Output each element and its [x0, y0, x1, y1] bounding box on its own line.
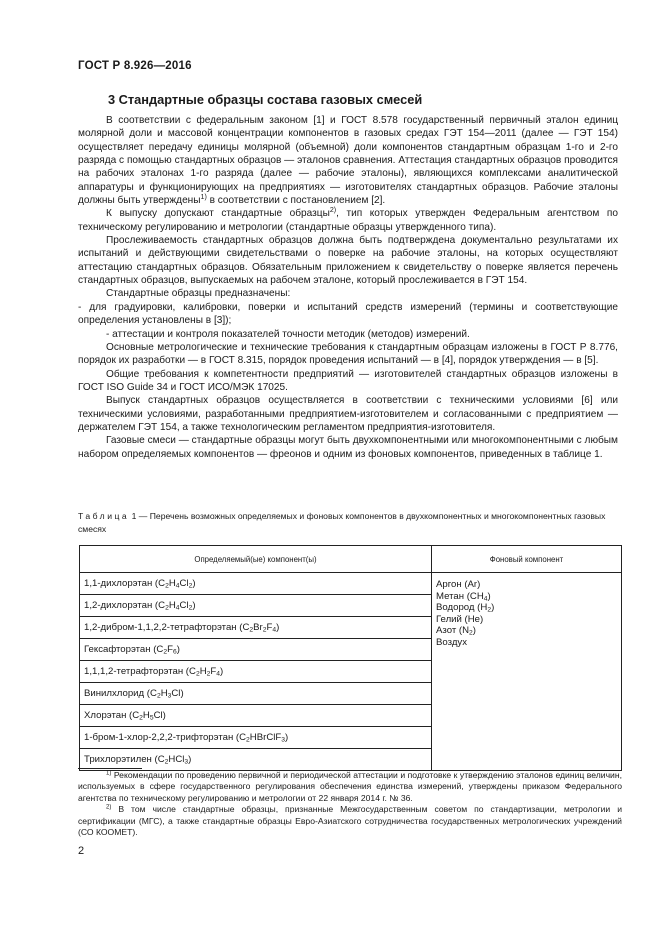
paragraph: Прослеживаемость стандартных образцов должна быть подтверждена документально результатами их испытаний и действующими свидетельствами о поверке на рабочие эталоны, на которых осуществляют аттестацию стандартных образцов. Обязательным приложением к свидетельству о поверке является перечень стандартных образцов, выпускаемых на рабочем эталоне, который прослеживается в ГЭТ 154. [78, 235, 618, 287]
table-caption: Таблица 1 — Перечень возможных определяемых и фоновых компонентов в двухкомпонентных и многокомпонентных газовых смесях [78, 511, 606, 534]
column-header-determined: Определяемый(ые) компонент(ы) [80, 546, 432, 573]
footnote: $^{2)}$ В том числе стандартные образцы, признанные Межгосударственным советом по стандартизации, метрологии и сертификации (МГС), а также стандартные образцы Евро-Азиатского сотрудничества государственных метрологических учреждений (СО КООМЕТ). [78, 804, 622, 838]
document-code: ГОСТ Р 8.926—2016 [78, 60, 192, 72]
footnote-ref[interactable]: 1) [200, 194, 207, 202]
paragraph: Основные метрологические и технические требования к стандартным образцам изложены в ГОСТ Р 8.776, порядок их разработки — в ГОСТ 8.315, порядок проведения испытаний — в [4], порядок утверждения — в [5]. [78, 341, 618, 367]
background-item: Воздух [436, 636, 468, 648]
determined-component-cell: 1-бром-1-хлор-2,2,2-трифторэтан $(C_2HBrClF_3)$ [80, 727, 432, 749]
determined-component-cell: 1,2-дихлорэтан $(C_2H_4Cl_2)$ [80, 595, 432, 617]
list-item: - для градуировки, калибровки, поверки и испытаний средств измерений (термины и соответствующие определения установлены в [3]); [78, 301, 618, 327]
paragraph: Газовые смеси — стандартные образцы могут быть двухкомпонентными или многокомпонентными с любым набором определяемых компонентов — фреонов и одним из фоновых компонентов, приведенных в таблице 1. [78, 435, 618, 460]
background-item: Водород $(H_2)$ [436, 602, 495, 614]
background-item: Аргон (Ar) [436, 579, 481, 590]
determined-component-cell: Гексафторэтан $(C_2F_6)$ [80, 639, 432, 661]
column-header-background: Фоновый компонент [432, 546, 622, 573]
table-label: Таблица [78, 511, 130, 521]
footnote-separator [78, 768, 142, 769]
table-row [80, 573, 622, 595]
determined-component-cell: Винилхлорид $(C_2H_3Cl)$ [80, 683, 432, 705]
determined-component-cell: 1,2-дибром-1,1,2,2-тетрафторэтан $(C_2Br_2F_4)$ [80, 617, 432, 639]
paragraph: Выпуск стандартных образцов осуществляется в соответствии с техническими условиями [6] или техническими условиями, разработанными предприятием-изготовителем и согласованными с предприятием — держателем ГЭТ 154, а также технологическим регламентом предприятия-изготовителя. [78, 395, 618, 433]
body-text [78, 114, 618, 461]
background-item: Азот $(N_2)$ [436, 625, 476, 638]
paragraph: В соответствии с федеральным законом [1] и ГОСТ 8.578 государственный первичный эталон единиц молярной доли и массовой концентрации компонентов в газовых средах ГЭТ 154—2011 (далее — ГЭТ 154) осуществляет передачу единицы молярной (объемной) доли компонентов стандартным образцам 1-го и 2-го разряда с помощью стандартных образцов — эталонов сравнения. Аттестация стандартных образцов проводится на рабочих эталонах 1-го разряда (далее — рабочие эталоны), являющихся комплексами аналитической аппаратуры и функционирующих на предприятиях — изготовителях стандартных образцов. Рабочие эталоны должны быть утверждены$^{1)}$ в соответствии с постановлением [2]. [78, 115, 618, 207]
background-item: Гелий (He) [436, 613, 484, 625]
determined-component-cell: 1,1-дихлорэтан $(C_2H_4Cl_2)$ [80, 573, 432, 595]
paragraph: Общие требования к компетентности предприятий — изготовителей стандартных образцов изложены в ГОСТ ISO Guide 34 и ГОСТ ИСО/МЭК 17025. [78, 368, 618, 393]
section-title: 3 Стандартные образцы состава газовых смесей [108, 92, 423, 107]
footnote-ref[interactable]: 2) [329, 207, 337, 215]
background-component-cell [432, 573, 622, 771]
background-item: Метан $(CH_4)$ [436, 590, 491, 603]
footnote: $^{1)}$ Рекомендации по проведению первичной и периодической аттестации и подготовке к утверждению эталонов единиц величин, используемых в сфере государственного регулирования обеспечения единства измерений, утверждены приказом Федерального агентства по техническому регулированию и метрологии от 22 января 2014 г. № 36. [78, 770, 622, 803]
determined-component-cell: Трихлорэтилен $(C_2HCl_3)$ [80, 749, 432, 771]
paragraph: К выпуску допускают стандартные образцы$^{2)}$, тип которых утвержден Федеральным агентством по техническому регулированию и метрологии (стандартные образцы утвержденного типа). [78, 207, 618, 233]
footnotes [78, 770, 622, 838]
page-number: 2 [78, 845, 85, 857]
determined-component-cell: Хлорэтан $(C_2H_5Cl)$ [80, 705, 432, 727]
components-table [79, 545, 622, 771]
determined-component-cell: 1,1,1,2-тетрафторэтан $(C_2H_2F_4)$ [80, 661, 432, 683]
list-item: - аттестации и контроля показателей точности методик (методов) измерений. [106, 328, 470, 340]
paragraph: Стандартные образцы предназначены: [106, 288, 291, 300]
